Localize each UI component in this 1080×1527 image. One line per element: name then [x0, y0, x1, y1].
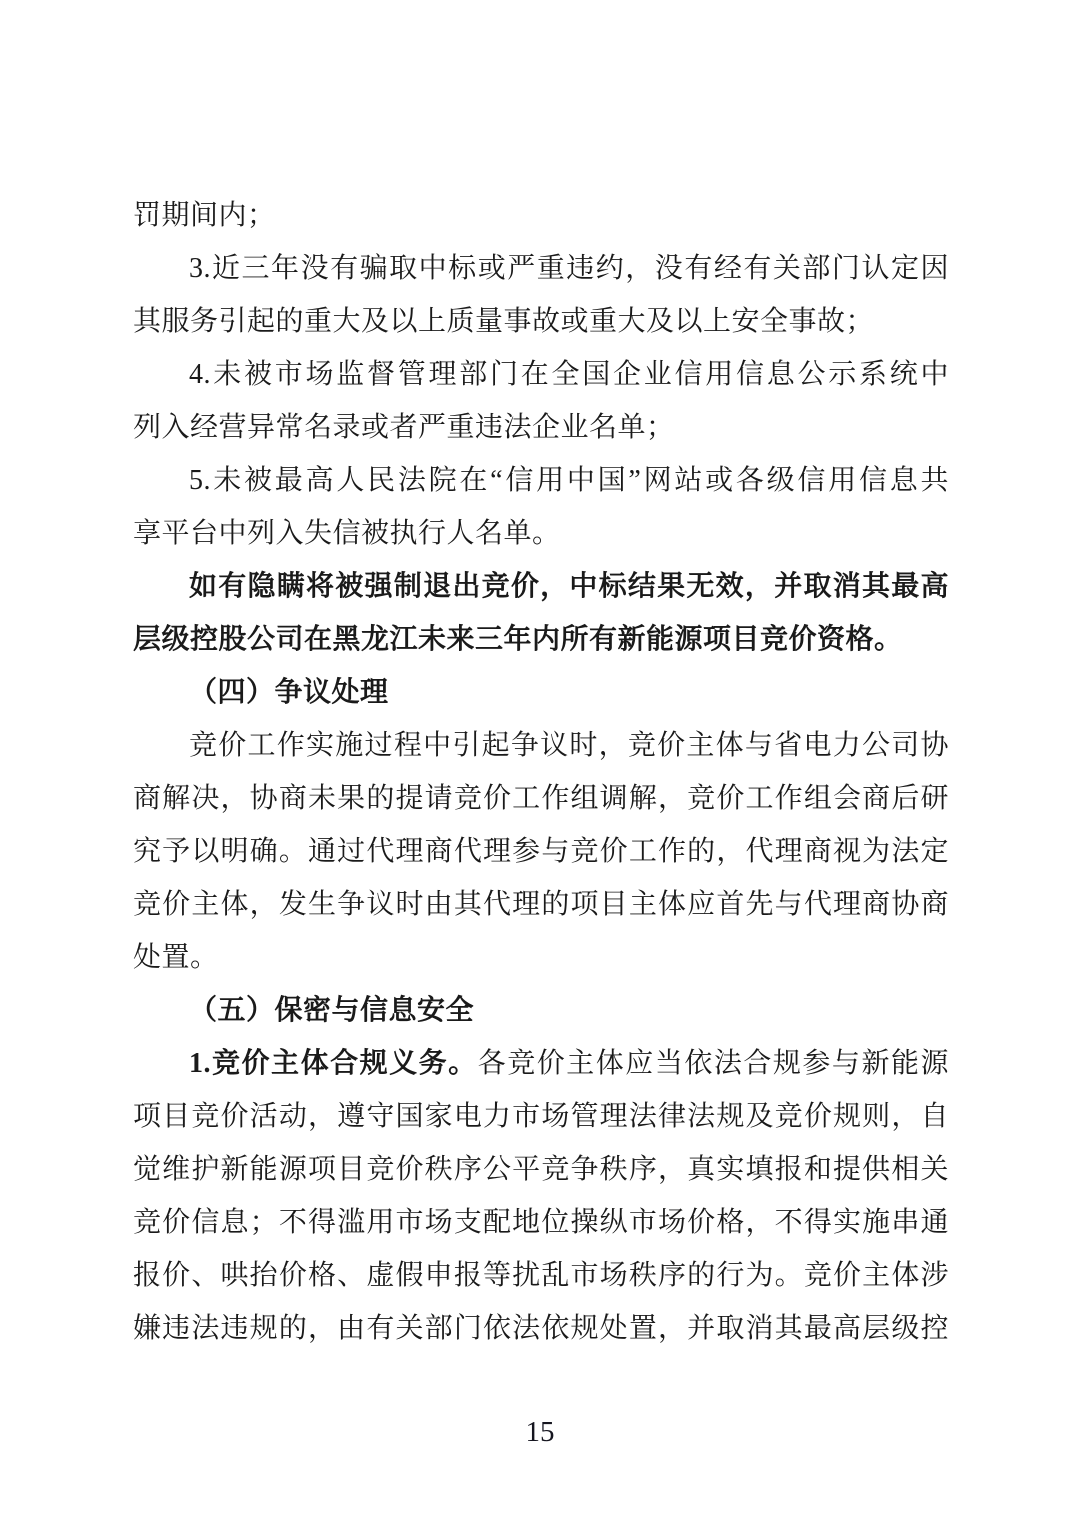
bold-lead-text: 1.竞价主体合规义务。 — [189, 1048, 478, 1079]
text-line: 处置。 — [133, 942, 219, 973]
text-line: 如有隐瞒将被强制退出竞价，中标结果无效，并取消其最高 — [189, 571, 949, 602]
text-line: 4.未被市场监督管理部门在全国企业信用信息公示系统中 — [189, 359, 949, 390]
text-line: 罚期间内； — [133, 200, 276, 231]
text-line: 层级控股公司在黑龙江未来三年内所有新能源项目竞价资格。 — [133, 624, 903, 655]
text-line: 项目竞价活动，遵守国家电力市场管理法律法规及竞价规则，自 — [133, 1101, 949, 1132]
text-line: 竞价主体，发生争议时由其代理的项目主体应首先与代理商协商 — [133, 889, 949, 920]
text-line: 究予以明确。通过代理商代理参与竞价工作的，代理商视为法定 — [133, 836, 949, 867]
text-line: 3.近三年没有骗取中标或严重违约，没有经有关部门认定因 — [189, 253, 949, 284]
heading-line: （四）争议处理 — [189, 677, 389, 708]
text-line: 报价、哄抬价格、虚假申报等扰乱市场秩序的行为。竞价主体涉 — [133, 1260, 949, 1291]
text-line: 列入经营异常名录或者严重违法企业名单； — [133, 412, 675, 443]
text-line: 竞价信息；不得滥用市场支配地位操纵市场价格，不得实施串通 — [133, 1207, 949, 1238]
text-line: 享平台中列入失信被执行人名单。 — [133, 518, 561, 549]
text-line: 竞价工作实施过程中引起争议时，竞价主体与省电力公司协 — [189, 730, 949, 761]
text-line: 商解决，协商未果的提请竞价工作组调解，竞价工作组会商后研 — [133, 783, 949, 814]
text-line: 嫌违法违规的，由有关部门依法依规处置，并取消其最高层级控 — [133, 1313, 949, 1344]
heading-line: （五）保密与信息安全 — [189, 995, 475, 1026]
text-line: 觉维护新能源项目竞价秩序公平竞争秩序，真实填报和提供相关 — [133, 1154, 949, 1185]
text-line: 1.竞价主体合规义务。各竞价主体应当依法合规参与新能源 — [189, 1048, 949, 1079]
text-line: 5.未被最高人民法院在“信用中国”网站或各级信用信息共 — [189, 465, 949, 496]
text-line: 其服务引起的重大及以上质量事故或重大及以上安全事故； — [133, 306, 875, 337]
page-footer — [0, 1412, 1080, 1452]
page-number: 15 — [525, 1416, 555, 1448]
document-body — [133, 189, 949, 1355]
